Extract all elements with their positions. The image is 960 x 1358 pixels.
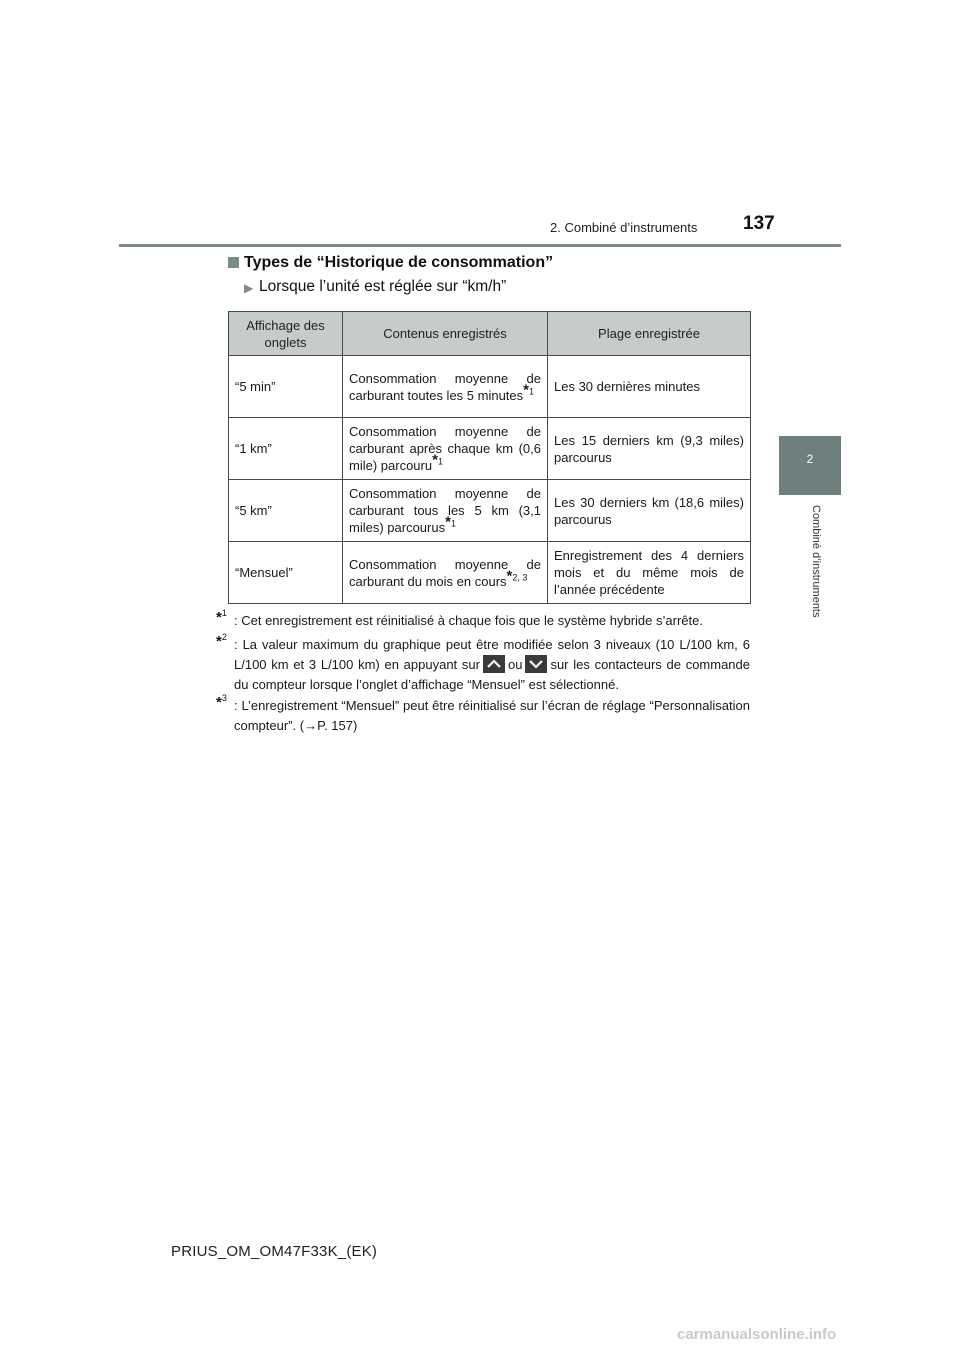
table-row [229,418,751,480]
footnote-marker: *$^3$ [216,693,227,711]
column-header: Plage enregistrée [548,312,751,356]
content-cell [343,542,548,604]
table-header-row [229,312,751,356]
section-subtitle: Lorsque l’unité est réglée sur “km/h” [259,278,507,295]
section-title: Types de “Historique de consommation” [244,254,554,271]
footnote-star: * [445,513,451,531]
header-divider [119,244,841,247]
content-cell [343,418,548,480]
content-text: Consommation moyenne de carburant après chaque km (0,6 mile) parcouru [349,424,541,473]
footnote-star: * [432,451,438,469]
content-text: Consommation moyenne de carburant tous les 5 km (3,1 miles) parcourus [349,486,541,535]
footnote-marker: *$^2$ [216,632,227,650]
range-cell: Enregistrement des 4 derniers mois et du même mois de l’année précédente [548,542,751,604]
page-number: 137 [743,213,775,234]
footnote-star: * [523,381,529,399]
triangle-right-icon: ▶ [244,281,254,295]
content-text: Consommation moyenne de carburant du mois en cours [349,556,541,589]
range-cell: Les 30 dernières minutes [548,356,751,418]
footnote-ref: 1 [450,518,456,529]
column-header: Affichage des onglets [229,312,343,356]
chapter-tab-number: 2 [806,452,814,466]
tab-cell: “5 km” [229,480,343,542]
section-bullet-icon [228,257,239,268]
footnote-text: : Cet enregistrement est réinitialisé à chaque fois que le système hybride s’arrête. [234,613,703,628]
footnote-text: : La valeur maximum du graphique peut être modifiée selon 3 niveaux (10 L/100 km, 6 L/100 km et 3 L/100 km) en appuyant sur ou sur les contacteurs de commande du compteur lorsque l’onglet d’affichage “Mensuel” est sélectionné. [234,637,750,692]
table-row [229,542,751,604]
content-text: Consommation moyenne de carburant toutes les 5 minutes [349,370,541,403]
chevron-up-icon [483,655,505,673]
footnote-star: * [506,567,513,585]
watermark: carmanualsonline.info [677,1326,837,1343]
range-cell: Les 15 derniers km (9,3 miles) parcourus [548,418,751,480]
chevron-down-icon [525,655,547,673]
content-cell [343,480,548,542]
tab-cell: “5 min” [229,356,343,418]
footnote-text: : L’enregistrement “Mensuel” peut être réinitialisé sur l’écran de réglage “Personnalisation compteur”. (→P. 157) [234,698,750,733]
range-cell: Les 30 derniers km (18,6 miles) parcourus [548,480,751,542]
table-row [229,480,751,542]
chapter-tab-label: Combiné d’instruments [810,505,822,618]
page-reference[interactable]: P. 157) [317,718,358,733]
document-code: PRIUS_OM_OM47F33K_(EK) [171,1243,378,1260]
arrow-right-icon: → [304,718,318,733]
footnote-ref: 2, 3 [512,572,528,583]
tab-cell: “Mensuel” [229,542,343,604]
history-types-table [228,311,751,604]
footnote-ref: 1 [437,456,443,467]
footnote-ref: 1 [529,386,535,397]
table-row [229,356,751,418]
column-header: Contenus enregistrés [343,312,548,356]
tab-cell: “1 km” [229,418,343,480]
content-cell [343,356,548,418]
header-section-title: 2. Combiné d’instruments [550,220,698,235]
footnote-marker: *$^1$ [216,608,227,626]
